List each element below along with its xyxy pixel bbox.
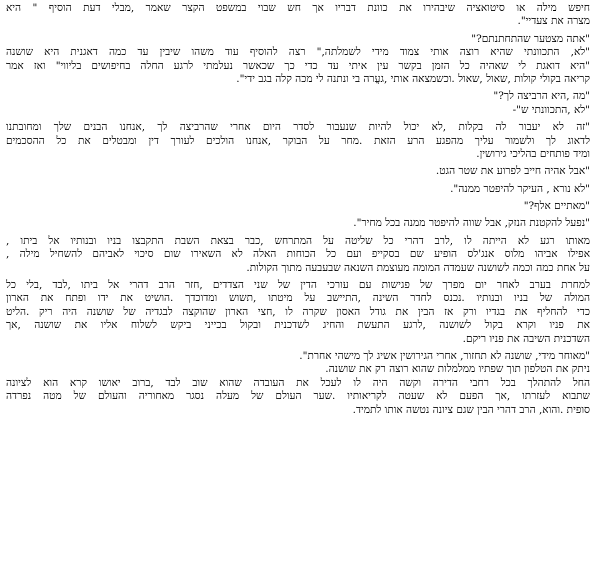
text-line: "מה ,היא הרביצה לך?" — [493, 90, 590, 103]
text-line: מאותו רגע לא הייתה לו ,לרב דהרי כל שליטה על המתרחש ,כבר בצאת השבת התקבצו בניו ובנותיו אל ביתו , — [6, 234, 590, 247]
text-line: "היא דואגת לי שאהיה כל הזמן בקשר עין איתי עד כדי כך שכאשר נעלמתי לרגע החלה בחיפושים בליווי" ואז אמר — [6, 59, 590, 72]
text-line: "לא, התכוונתי שהיא רוצה אותי צמוד מידי לשמלתה," רצה להוסיף עוד משהו שיבין עד כמה דאגנית היא שושנה — [6, 46, 590, 59]
text-line: השדכנית השיבה את פניו ריקם. — [462, 332, 590, 345]
text-line: "זה לא יעבור לה בקלות ,לא יכול להיות שנעבור לסדר היום אחרי שהרביצה לך ,אנחנו הבנים שלך ומחובתנו — [6, 121, 590, 134]
text-line: מצרה את צעדיי". — [517, 15, 590, 28]
text-line: "אתה מצטער שהתחתנתם?" — [471, 32, 590, 45]
text-line: לדאוג לך ולשמור עליך מהפגע הרע הזאת .מחר על הבוקר ,אנחנו הולכים לעורך דין ומבטלים את כל ההסכמים — [6, 134, 590, 147]
text-line: "מאוחר מידי, שושנה לא תחזור, אחרי הגירושין אשיג לך מישהי אחרת". — [299, 349, 590, 362]
text-line: חיפש מילה או סיטואציה שיבהירו את כוונת דבריו אך חש שבוי במשפט הקצר שאמר ,מבלי דעת הוסיף " היא — [6, 2, 590, 14]
text-line: החל להתהלך בכל רחבי הדירה וקשה היה לו לעכל את העובדה שהוא שוב לבד ,ברוב יאושו קרא הוא לציונה — [6, 376, 590, 389]
text-line: "אבל אהיה חייב לפרוע את שטר הגט. — [435, 165, 590, 178]
text-line: על אחת כמה וכמה לשושנה שעמדה המומה מעוצמת השנאה שבעבעה מתוך הקולות. — [246, 261, 590, 274]
text-line: "לא נורא , העיקר להיפטר ממנה". — [450, 182, 590, 195]
text-line: "מאתיים אלף?" — [523, 200, 590, 213]
text-line: את פניו וקרא בקול לשושנה ,לרגע התעשת והחיג לשדכנית ובקול בכייני ביקש לשלוח אליו את שושנה ,אך — [6, 319, 590, 332]
text-line: למחרת בערב לאחר יום מפרך של פגישות עם עורכי הדין של שני הצדדים ,חזר הרב דהרי אל ביתו ,לבד ,בלי כל — [6, 279, 590, 292]
text-line: סופית .והוא, הרב דהרי הבין שגם ציונה נטשה אותו לתמיד. — [352, 403, 590, 416]
text-line: המולה של בניו ובנותיו .נכנס לחדר השינה ,התיישב על מיטתו ,תשוש ומדוכדך .הושיט את ידו ופתח את הארון — [6, 292, 590, 305]
text-line: קריאה בקולי קולות ,שאול ,שאול .וכשמצאה אותי ,געֲרה בי ונתנה לי מכה קלה בגב ידי". — [236, 72, 590, 85]
text-line: שתבוא לעזרתו ,אך הפעם לא שעטה לקריאותיו .שער העולם של מעלה נסגר מאחוריה והעולם של מטה נפרדה — [6, 390, 590, 403]
text-line: ומיד פותחים בהליכי גירושין. — [476, 147, 590, 160]
text-line: "נפעל להקטנת הנזק, אבל שווה להיפטר ממנה בכל מחיר". — [353, 217, 590, 230]
text-line: אפילו אביהו מלוס אנג'לס הופיע שם בסקייפ ועם כל הכוחות האלה לא השאירו שום סיכוי לאביהם להשחיל מילה , — [6, 248, 590, 261]
text-line: ניתק את הטלפון תוך שפתיו ממלמלות שהוא רוצה רק את שושנה. — [325, 363, 590, 376]
text-line: כדי להחליף את בגדיו ורק אז הבין את גודל האסון שקרה לו ,חצי הארון שהוקצה לבגדיה של שושנה היה ריק .הליט — [6, 305, 590, 318]
text-line: "לא ,התכוונתי ש"- — [512, 103, 590, 116]
